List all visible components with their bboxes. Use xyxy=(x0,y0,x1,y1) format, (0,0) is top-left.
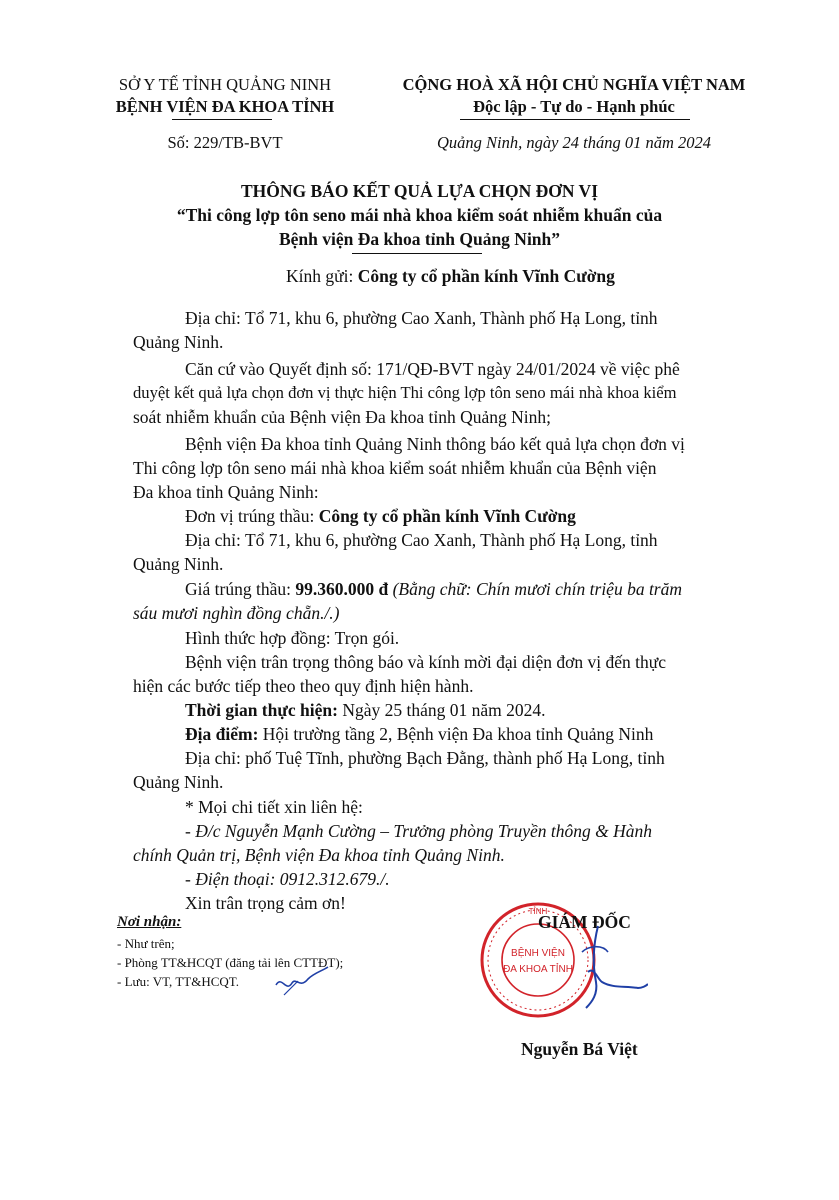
place-date: Quảng Ninh, ngày 24 tháng 01 năm 2024 xyxy=(436,133,712,152)
doc-number: Số: 229/TB-BVT xyxy=(167,133,283,152)
seal-text-line1: BỆNH VIỆN xyxy=(511,948,565,959)
motto: Độc lập - Tự do - Hạnh phúc xyxy=(473,97,675,116)
address3-line2: Quảng Ninh. xyxy=(133,772,224,792)
header-right-rule xyxy=(460,119,690,120)
recipients-item: - Như trên; xyxy=(117,936,175,951)
time-value: Ngày 25 tháng 01 năm 2024. xyxy=(342,700,546,720)
handwritten-signature xyxy=(568,922,648,1012)
winner-label: Đơn vị trúng thầu: xyxy=(185,506,319,526)
recipients-item: - Lưu: VT, TT&HCQT. xyxy=(117,974,239,989)
recipients-item: - Phòng TT&HCQT (đăng tải lên CTTĐT); xyxy=(117,955,344,970)
signer-name: Nguyễn Bá Việt xyxy=(521,1039,638,1059)
venue-line xyxy=(185,724,653,745)
hospital-name: BỆNH VIỆN ĐA KHOA TỈNH xyxy=(115,97,335,116)
contact-phone: - Điện thoại: 0912.312.679./. xyxy=(185,869,390,889)
initial-mark-icon xyxy=(272,965,332,1001)
price-value: 99.360.000 đ xyxy=(295,579,389,599)
basis-line2: duyệt kết quả lựa chọn đơn vị thực hiện Thi công lợp tôn seno mái nhà khoa kiểm xyxy=(133,383,677,402)
seal-text-line2: ĐA KHOA TỈNH xyxy=(503,964,573,975)
address2-line2: Quảng Ninh. xyxy=(133,554,224,574)
invite-line2: hiện các bước tiếp theo theo quy định hiện hành. xyxy=(133,676,474,696)
title-rule xyxy=(352,253,482,254)
address2-line1: Địa chỉ: Tổ 71, khu 6, phường Cao Xanh, Thành phố Hạ Long, tỉnh xyxy=(185,530,658,550)
address1-line1: Địa chỉ: Tổ 71, khu 6, phường Cao Xanh, Thành phố Hạ Long, tỉnh xyxy=(185,308,658,328)
document-subject-line1: “Thi công lợp tôn seno mái nhà khoa kiểm soát nhiễm khuẩn của xyxy=(176,205,663,225)
contact-line2: chính Quản trị, Bệnh viện Đa khoa tỉnh Quảng Ninh. xyxy=(133,845,505,865)
invite-line1: Bệnh viện trân trọng thông báo và kính mời đại diện đơn vị đến thực xyxy=(185,652,666,672)
address3-line1: Địa chỉ: phố Tuệ Tĩnh, phường Bạch Đằng, thành phố Hạ Long, tỉnh xyxy=(185,748,665,768)
contact-intro: * Mọi chi tiết xin liên hệ: xyxy=(185,797,363,817)
basis-line1: Căn cứ vào Quyết định số: 171/QĐ-BVT ngày 24/01/2024 về việc phê xyxy=(185,359,680,379)
agency-name: SỞ Y TẾ TỈNH QUẢNG NINH xyxy=(118,75,332,94)
time-line xyxy=(185,700,545,721)
price-line2: sáu mươi nghìn đồng chẵn./.) xyxy=(133,603,340,623)
document-subject-line2: Bệnh viện Đa khoa tỉnh Quảng Ninh” xyxy=(278,229,561,249)
time-label: Thời gian thực hiện: xyxy=(185,700,343,720)
recipients-heading: Nơi nhận: xyxy=(117,914,182,930)
address1-line2: Quảng Ninh. xyxy=(133,332,224,352)
country-name: CỘNG HOÀ XÃ HỘI CHỦ NGHĨA VIỆT NAM xyxy=(402,75,746,94)
thanks-line: Xin trân trọng cảm ơn! xyxy=(185,893,346,913)
notice-line1: Bệnh viện Đa khoa tỉnh Quảng Ninh thông báo kết quả lựa chọn đơn vị xyxy=(185,434,685,454)
recipient-name: Công ty cổ phần kính Vĩnh Cường xyxy=(357,266,615,286)
basis-line3: soát nhiễm khuẩn của Bệnh viện Đa khoa tỉnh Quảng Ninh; xyxy=(133,407,551,427)
price-line1 xyxy=(185,579,682,600)
notice-line3: Đa khoa tỉnh Quảng Ninh: xyxy=(133,482,319,502)
venue-value: Hội trường tầng 2, Bệnh viện Đa khoa tỉnh Quảng Ninh xyxy=(262,724,654,744)
winner-line xyxy=(185,506,576,527)
contract-type: Hình thức hợp đồng: Trọn gói. xyxy=(185,628,400,648)
signer-title: GIÁM ĐỐC xyxy=(538,912,631,932)
notice-line2: Thi công lợp tôn seno mái nhà khoa kiểm soát nhiễm khuẩn của Bệnh viện xyxy=(133,458,657,478)
header-left-rule xyxy=(172,119,272,120)
price-label: Giá trúng thầu: xyxy=(185,579,296,599)
venue-label: Địa điểm: xyxy=(185,724,263,744)
seal-ring-text: TỈNH xyxy=(528,907,548,916)
document-title: THÔNG BÁO KẾT QUẢ LỰA CHỌN ĐƠN VỊ xyxy=(240,181,598,201)
recipient-prefix: Kính gửi: xyxy=(286,266,358,286)
recipient-line xyxy=(286,266,615,287)
price-words: (Bằng chữ: Chín mươi chín triệu ba trăm xyxy=(388,579,683,599)
winner-name: Công ty cổ phần kính Vĩnh Cường xyxy=(318,506,576,526)
contact-line1: - Đ/c Nguyễn Mạnh Cường – Trưởng phòng Truyền thông & Hành xyxy=(185,821,652,841)
